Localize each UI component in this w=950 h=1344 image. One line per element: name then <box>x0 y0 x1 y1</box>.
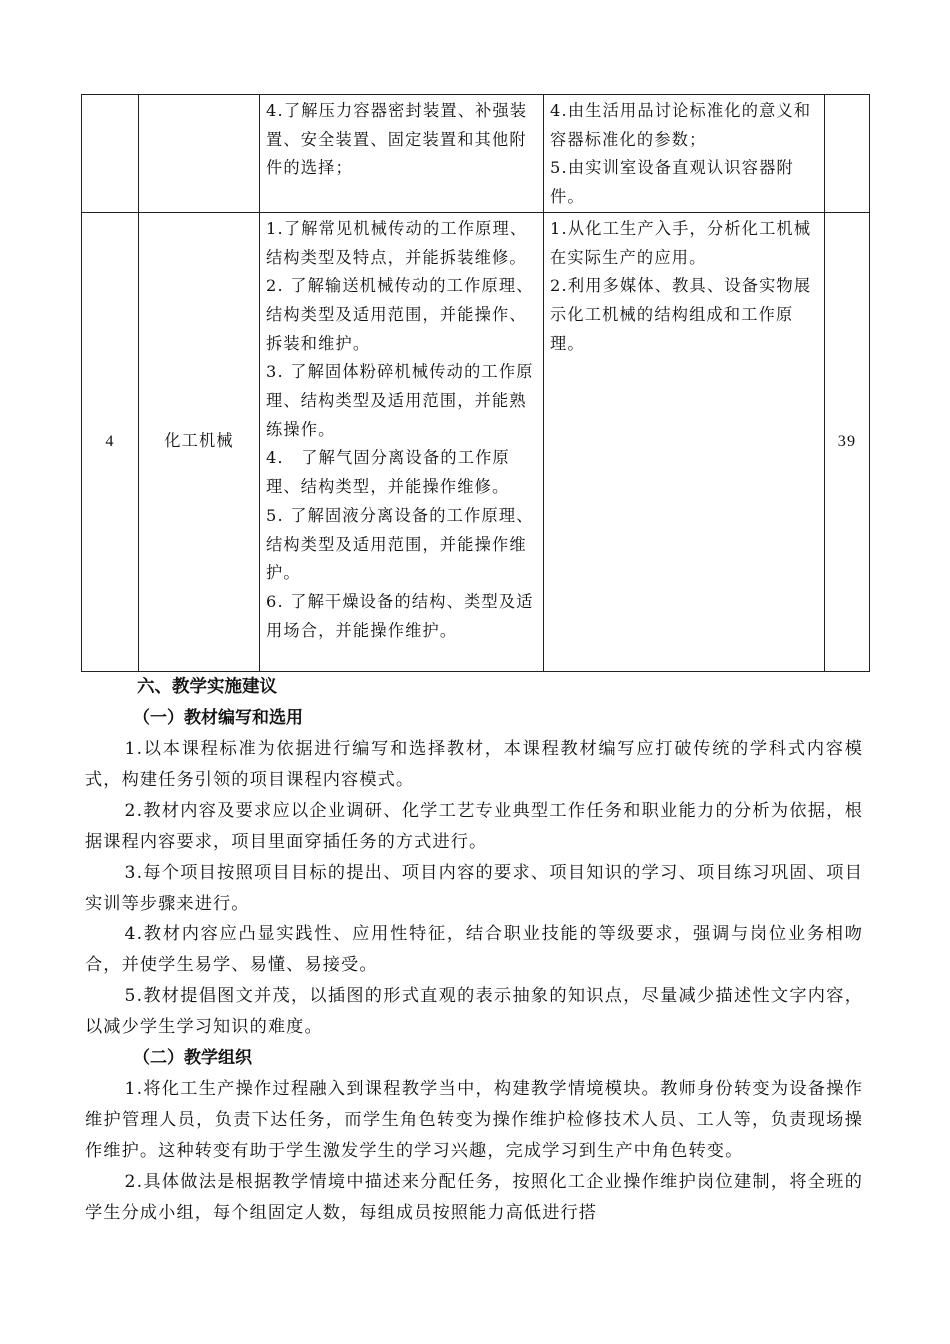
suggestion-item: 2.利用多媒体、教具、设备实物展示化工机械的结构组成和工作原理。 <box>550 276 812 353</box>
paragraph: 2.教材内容及要求应以企业调研、化学工艺专业典型工作任务和职业能力的分析为依据，根据课程内容要求，项目里面穿插任务的方式进行。 <box>85 800 863 852</box>
hours-cell: 39 <box>825 212 870 671</box>
suggestion-item: 1.从化工生产入手，分析化工机械在实际生产的应用。 <box>550 218 812 267</box>
suggestion-item: 4.由生活用品讨论标准化的意义和容器标准化的参数； <box>550 101 812 149</box>
suggestions-cell <box>544 95 825 213</box>
module-name-cell <box>139 95 260 213</box>
objective-item: 4． 了解气固分离设备的工作原理、结构类型，并能操作维修。 <box>266 448 510 497</box>
suggestion-item: 5.由实训室设备直观认识容器附件。 <box>550 158 794 207</box>
objective-item: 4.了解压力容器密封装置、补强装置、安全装置、固定装置和其他附件的选择； <box>266 101 528 178</box>
module-name-cell: 化工机械 <box>139 212 260 671</box>
subsection-heading-textbook: （一）教材编写和选用 <box>133 708 303 728</box>
subsection-heading-organization: （二）教学组织 <box>133 1048 252 1069</box>
row-number-cell <box>82 95 139 213</box>
paragraph: 4.教材内容应凸显实践性、应用性特征，结合职业技能的等级要求，强调与岗位业务相吻合，并使学生易学、易懂、易接受。 <box>85 924 863 976</box>
section-heading: 六、教学实施建议 <box>137 677 277 697</box>
objective-item: 5. 了解固液分离设备的工作原理、结构类型及适用范围，并能操作维护。 <box>266 505 534 583</box>
suggestions-cell <box>544 212 825 671</box>
objective-item: 2. 了解输送机械传动的工作原理、结构类型及适用范围，并能操作、拆装和维护。 <box>266 276 534 353</box>
table-row <box>82 212 870 671</box>
paragraph: 1.将化工生产操作过程融入到课程教学当中，构建教学情境模块。教师身份转变为设备操作维护管理人员，负责下达任务，而学生角色转变为操作维护检修技术人员、工人等，负责现场操作维护。这种转变有助于学生激发学生的学习兴趣，完成学习到生产中角色转变。 <box>85 1079 863 1161</box>
objective-item: 1.了解常见机械传动的工作原理、结构类型及特点，并能拆装维修。 <box>266 218 528 267</box>
objective-item: 3. 了解固体粉碎机械传动的工作原理、结构类型及适用范围，并能熟练操作。 <box>266 362 534 439</box>
section-teaching-implementation <box>85 672 863 1229</box>
row-number-cell: 4 <box>82 212 139 671</box>
paragraph: 5.教材提倡图文并茂，以插图的形式直观的表示抽象的知识点，尽量减少描述性文字内容，以减少学生学习知识的难度。 <box>85 986 863 1038</box>
paragraph: 3.每个项目按照项目目标的提出、项目内容的要求、项目知识的学习、项目练习巩固、项目实训等步骤来进行。 <box>85 862 863 914</box>
table-row <box>82 95 870 213</box>
paragraph: 2.具体做法是根据教学情境中描述来分配任务，按照化工企业操作维护岗位建制，将全班的学生分成小组，每个组固定人数，每组成员按照能力高低进行搭 <box>85 1171 863 1223</box>
objective-item: 6. 了解干燥设备的结构、类型及适用场合，并能操作维护。 <box>266 591 534 640</box>
objectives-cell <box>260 95 544 213</box>
paragraph: 1.以本课程标准为依据进行编写和选择教材，本课程教材编写应打破传统的学科式内容模式，构建任务引领的项目课程内容模式。 <box>85 739 863 790</box>
objectives-cell <box>260 212 544 671</box>
course-content-table <box>81 94 870 672</box>
hours-cell <box>825 95 870 213</box>
